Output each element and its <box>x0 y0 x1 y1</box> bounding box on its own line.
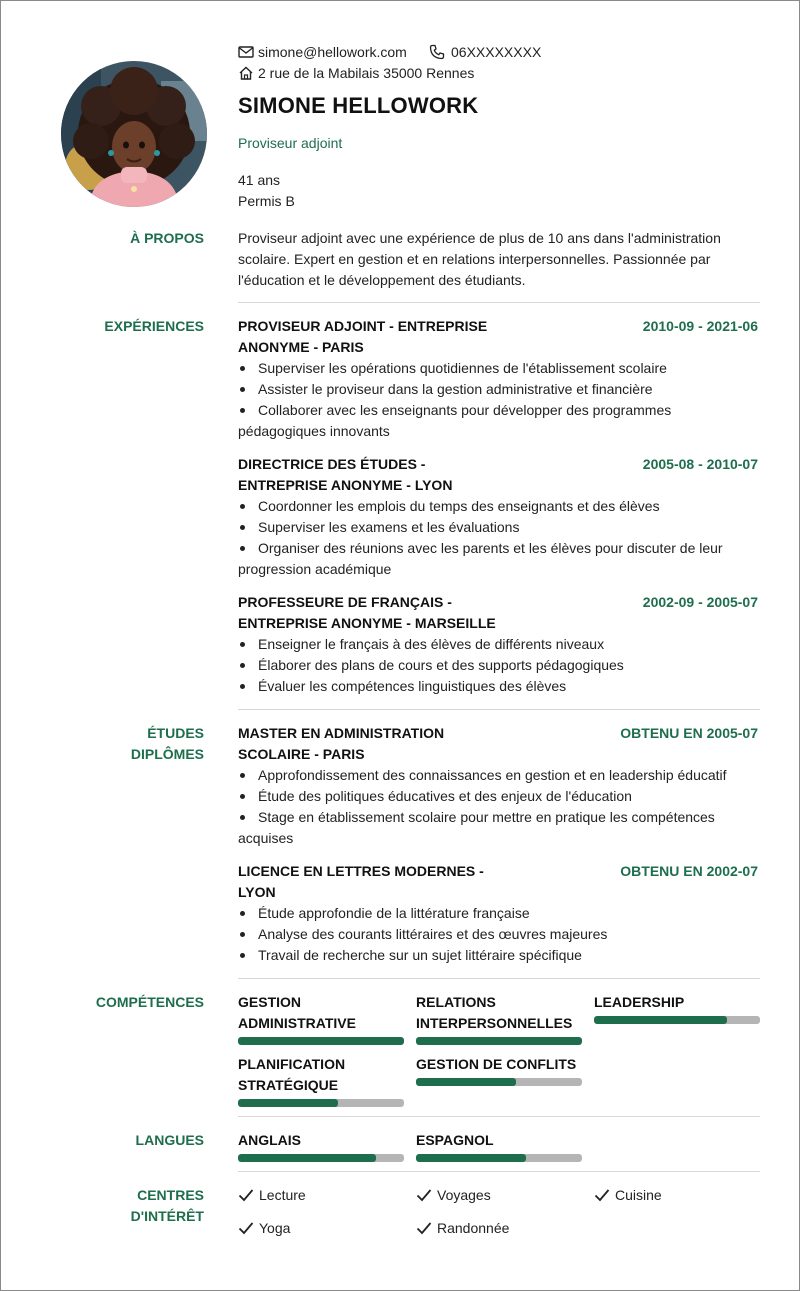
address-text: 2 rue de la Mabilais 35000 Rennes <box>258 65 475 81</box>
divider <box>238 1171 760 1172</box>
profile-photo <box>61 61 207 207</box>
list-item: Stage en établissement scolaire pour mettre en pratique les compétences acquises <box>238 807 762 849</box>
list-item: Assister le proviseur dans la gestion administrative et financière <box>238 379 762 400</box>
divider <box>238 709 760 710</box>
language-item: ANGLAIS <box>238 1130 404 1162</box>
divider <box>238 302 760 303</box>
list-item: Approfondissement des connaissances en gestion et en leadership éducatif <box>238 765 762 786</box>
interests-label: CENTRES D'INTÉRÊT <box>130 1187 204 1224</box>
phone-icon <box>429 44 445 60</box>
driving-license: Permis B <box>238 193 295 209</box>
education-label: ÉTUDES DIPLÔMES <box>130 725 204 762</box>
interest-item: Cuisine <box>594 1187 662 1203</box>
interest-item: Randonnée <box>416 1220 509 1236</box>
job-title: Proviseur adjoint <box>238 135 343 151</box>
experience-date: 2005-08 - 2010-07 <box>642 456 758 472</box>
phone-contact <box>429 44 541 60</box>
degree-bullets <box>238 765 762 849</box>
degree-bullets <box>238 903 762 966</box>
skill-item: GESTION DE CONFLITS <box>416 1054 582 1086</box>
experiences-label: EXPÉRIENCES <box>104 318 204 334</box>
envelope-icon <box>238 45 254 59</box>
skills-label: COMPÉTENCES <box>95 994 204 1010</box>
checkmark-icon <box>238 1188 254 1202</box>
skill-level-bar <box>416 1078 582 1086</box>
list-item: Étude approfondie de la littérature française <box>238 903 762 924</box>
address-contact <box>238 65 474 81</box>
language-item: ESPAGNOL <box>416 1130 582 1162</box>
experience-date: 2002-09 - 2005-07 <box>642 594 758 610</box>
checkmark-icon <box>594 1188 610 1202</box>
degree-date: OBTENU EN 2005-07 <box>620 725 758 741</box>
experience-bullets <box>238 358 762 442</box>
checkmark-icon <box>416 1221 432 1235</box>
skill-level-bar <box>238 1099 404 1107</box>
list-item: Coordonner les emplois du temps des enseignants et des élèves <box>238 496 762 517</box>
list-item: Enseigner le français à des élèves de différents niveaux <box>238 634 762 655</box>
interest-item: Yoga <box>238 1220 290 1236</box>
divider <box>238 978 760 979</box>
degree-title: MASTER EN ADMINISTRATION SCOLAIRE - PARIS <box>238 725 445 762</box>
checkmark-icon <box>416 1188 432 1202</box>
list-item: Étude des politiques éducatives et des enjeux de l'éducation <box>238 786 762 807</box>
list-item: Élaborer des plans de cours et des supports pédagogiques <box>238 655 762 676</box>
list-item: Évaluer les compétences linguistiques des élèves <box>238 676 762 697</box>
experience-date: 2010-09 - 2021-06 <box>642 318 758 334</box>
email-contact <box>238 44 407 60</box>
candidate-name: SIMONE HELLOWORK <box>238 93 479 118</box>
age: 41 ans <box>238 172 281 188</box>
language-level-bar <box>238 1154 404 1162</box>
email-text[interactable]: simone@hellowork.com <box>258 44 407 60</box>
degree-date: OBTENU EN 2002-07 <box>620 863 758 879</box>
experience-title: PROFESSEURE DE FRANÇAIS - ENTREPRISE ANONYME - MARSEILLE <box>238 594 496 631</box>
experience-title: PROVISEUR ADJOINT - ENTREPRISE ANONYME - PARIS <box>238 318 488 355</box>
skill-item: PLANIFICATION STRATÉGIQUE <box>238 1054 404 1107</box>
experience-bullets <box>238 634 762 697</box>
list-item: Superviser les examens et les évaluations <box>238 517 762 538</box>
interest-item: Lecture <box>238 1187 306 1203</box>
skill-item: RELATIONS INTERPERSONNELLES <box>416 992 582 1045</box>
skill-level-bar <box>416 1037 582 1045</box>
skill-item: LEADERSHIP <box>594 992 760 1024</box>
skill-item: GESTION ADMINISTRATIVE <box>238 992 404 1045</box>
interest-item: Voyages <box>416 1187 491 1203</box>
about-text: Proviseur adjoint avec une expérience de plus de 10 ans dans l'administration scolaire. Expert en gestion et en relations interpersonnelles. Passionnée par l'éducation et le développement des étudiants. <box>238 230 721 288</box>
divider <box>238 1116 760 1117</box>
checkmark-icon <box>238 1221 254 1235</box>
skill-level-bar <box>594 1016 760 1024</box>
list-item: Collaborer avec les enseignants pour développer des programmes pédagogiques innovants <box>238 400 762 442</box>
house-icon <box>238 65 254 81</box>
experience-bullets <box>238 496 762 580</box>
experience-title: DIRECTRICE DES ÉTUDES - ENTREPRISE ANONYME - LYON <box>238 456 453 493</box>
list-item: Superviser les opérations quotidiennes de l'établissement scolaire <box>238 358 762 379</box>
list-item: Organiser des réunions avec les parents et les élèves pour discuter de leur progression académique <box>238 538 762 580</box>
language-level-bar <box>416 1154 582 1162</box>
list-item: Analyse des courants littéraires et des œuvres majeures <box>238 924 762 945</box>
skill-level-bar <box>238 1037 404 1045</box>
phone-text[interactable]: 06XXXXXXXX <box>451 44 542 60</box>
languages-label: LANGUES <box>135 1132 204 1148</box>
degree-title: LICENCE EN LETTRES MODERNES - LYON <box>238 863 484 900</box>
list-item: Travail de recherche sur un sujet littéraire spécifique <box>238 945 762 966</box>
about-label: À PROPOS <box>130 230 204 246</box>
